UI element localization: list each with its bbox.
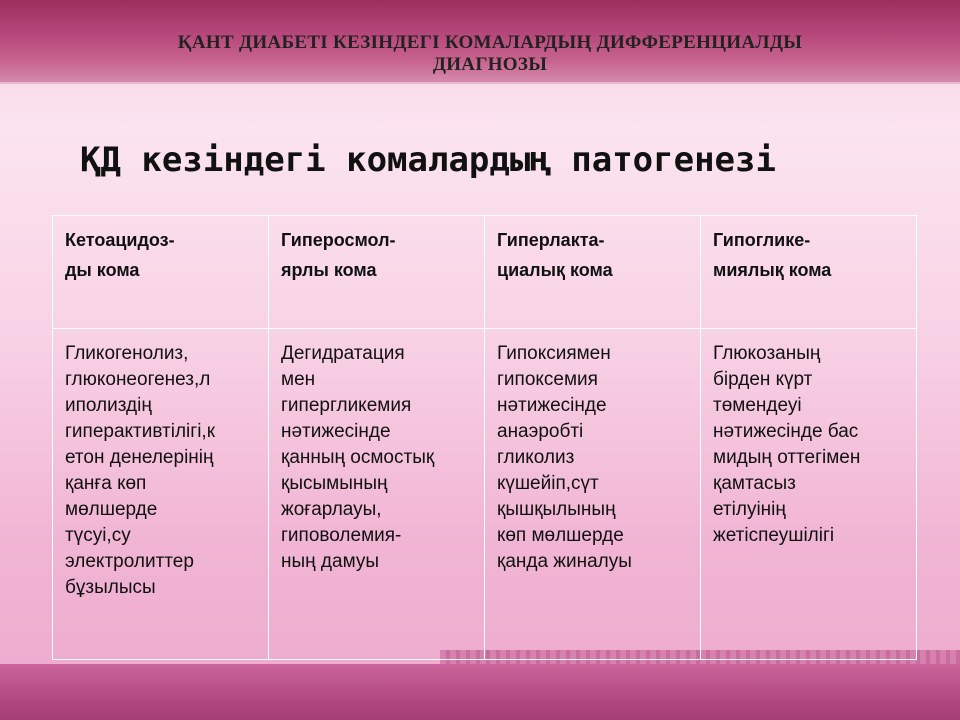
cell-text: Глюкозаның бірден күрт төмендеуі нәтижесінде бас мидың оттегімен қамтасыз етілуінің жетіспеушілігі	[713, 343, 861, 546]
cell-text: Гипоксиямен гипоксемия нәтижесінде анаэробті гликолиз күшейіп,сүт қышқылының көп мөлшерде қанда жиналуы	[497, 343, 632, 572]
cell-text: Гликогенолиз, глюконеогенез,л иполиздің гиперактивтілігі,к етон денелерінің қанға көп мөлшерде түсуі,су электролиттер бұзылысы	[65, 343, 216, 598]
header-ketoacidotic-coma	[53, 216, 269, 329]
header-hyperlactacidemic-coma	[485, 216, 701, 329]
cell-ketoacidotic-pathogenesis	[53, 329, 269, 660]
cell-hypoglycemic-pathogenesis	[701, 329, 917, 660]
banner-divider	[0, 82, 960, 84]
pathogenesis-table	[52, 215, 917, 660]
cell-hyperosmolar-pathogenesis	[269, 329, 485, 660]
slide-title-line-2: ДИАГНОЗЫ	[432, 54, 548, 75]
header-text: Гиперосмол- ярлы кома	[281, 230, 396, 280]
header-hypoglycemic-coma	[701, 216, 917, 329]
cell-hyperlactacidemic-pathogenesis	[485, 329, 701, 660]
table-row	[53, 329, 917, 660]
table-header-row	[53, 216, 917, 329]
slide-title-line-1: ҚАНТ ДИАБЕТІ КЕЗІНДЕГІ КОМАЛАРДЫҢ ДИФФЕРЕНЦИАЛДЫ	[177, 32, 803, 53]
header-text: Кетоацидоз- ды кома	[65, 230, 175, 280]
header-text: Гипоглике- миялық кома	[713, 230, 832, 280]
bottom-banner	[0, 664, 960, 720]
cell-text: Дегидратация мен гипергликемия нәтижесінде қанның осмостық қысымының жоғарлауы, гиповолемия- ның дамуы	[281, 343, 435, 572]
header-text: Гиперлакта- циалық кома	[497, 230, 613, 280]
header-hyperosmolar-coma	[269, 216, 485, 329]
slide-title	[60, 32, 920, 76]
slide-subtitle: ҚД кезіндегі комалардың патогенезі	[80, 140, 776, 180]
